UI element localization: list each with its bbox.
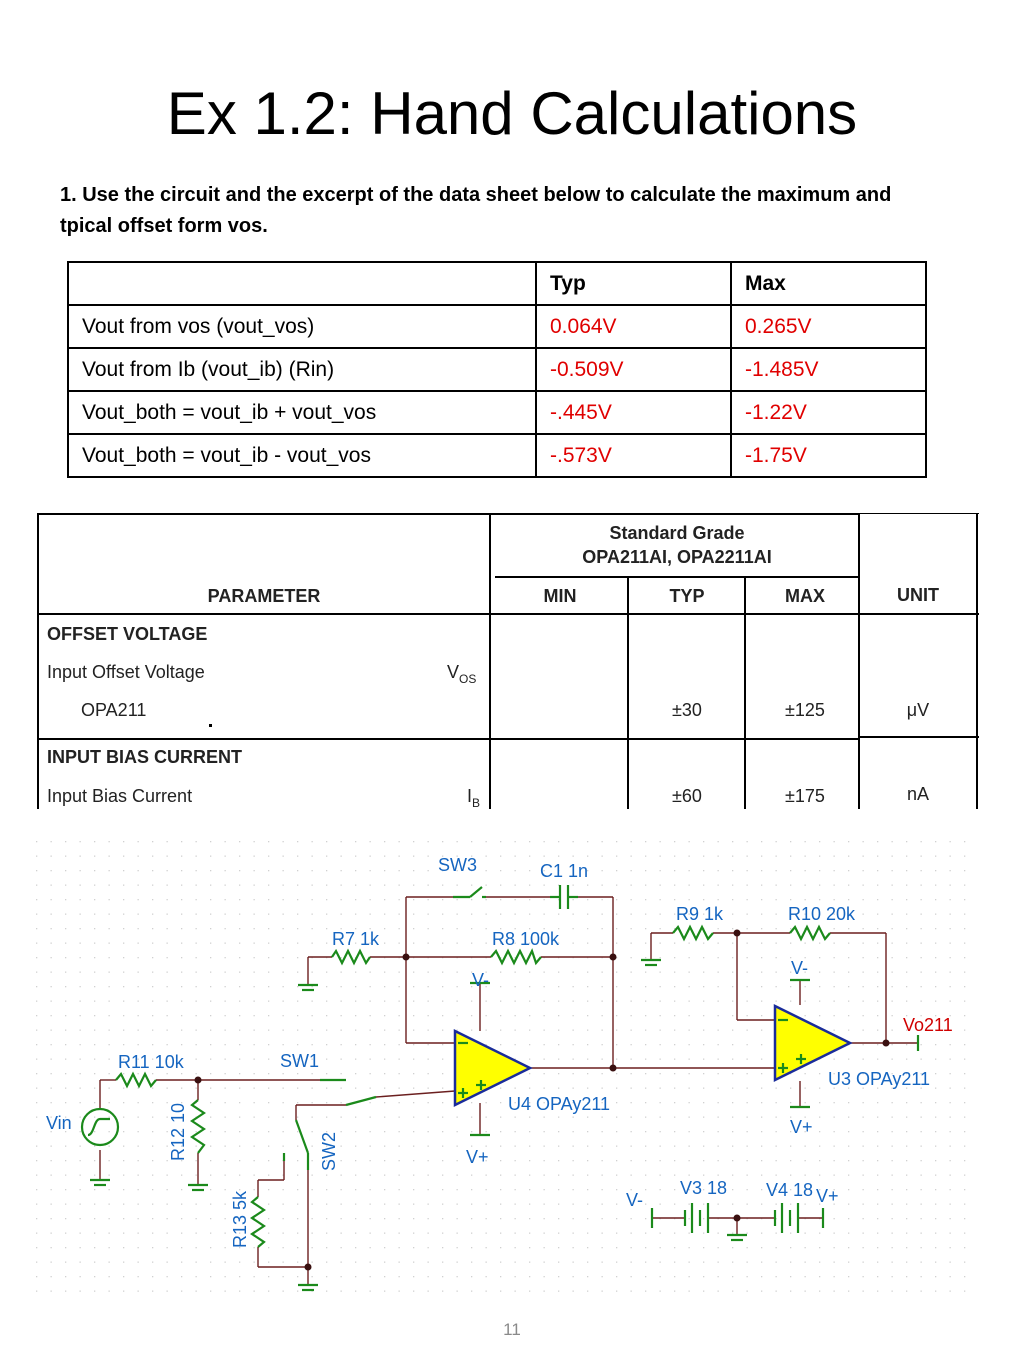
ib-typ: ±60 — [672, 786, 702, 806]
c1-label: C1 1n — [540, 861, 589, 881]
u3-label: U3 OPAy211 — [828, 1069, 931, 1089]
r11-label: R11 10k — [118, 1052, 184, 1072]
vos-symbol: $V_{OS}$ — [447, 662, 477, 686]
row-max: -1.75V — [731, 434, 926, 477]
row-max: 0.265V — [731, 305, 926, 348]
grade-line-1: Standard Grade — [609, 523, 745, 543]
vin-label: Vin — [46, 1113, 72, 1133]
section-offset-voltage: OFFSET VOLTAGE — [47, 624, 208, 644]
section-input-bias-current: INPUT BIAS CURRENT — [47, 747, 243, 767]
u4-label: U4 OPAy211 — [508, 1094, 611, 1114]
col-parameter: PARAMETER — [207, 586, 321, 606]
r7-label: R7 1k — [332, 929, 380, 949]
row-typ: -0.509V — [536, 348, 731, 391]
row-label: Vout_both = vout_ib - vout_vos — [68, 434, 536, 477]
vos-max: ±125 — [785, 700, 825, 720]
header-blank — [68, 262, 536, 305]
datasheet-excerpt — [37, 513, 979, 809]
col-max: MAX — [785, 586, 825, 606]
vminus-battery-label: V- — [626, 1190, 644, 1210]
sw1-label: SW1 — [280, 1051, 320, 1071]
row-label: Vout_both = vout_ib + vout_vos — [68, 391, 536, 434]
r9-label: R9 1k — [676, 904, 724, 924]
v3-label: V3 18 — [680, 1178, 728, 1198]
ib-symbol: $I_B$ — [467, 786, 481, 809]
grade-line-2: OPA211AI, OPA2211AI — [582, 547, 772, 567]
r10-label: R10 20k — [788, 904, 856, 924]
row-typ: -.573V — [536, 434, 731, 477]
vminus-u4-label: V- — [472, 970, 490, 990]
page-title: Ex 1.2: Hand Calculations — [166, 80, 858, 147]
bias-label: Input Bias Current — [47, 786, 193, 806]
r13-label: R13 5k — [230, 1190, 250, 1248]
table-row — [68, 434, 926, 477]
col-typ: TYP — [669, 586, 705, 606]
r8-label: R8 100k — [492, 929, 560, 949]
input-offset-label: Input Offset Voltage — [47, 662, 205, 682]
vos-typ: ±30 — [672, 700, 702, 720]
circuit-schematic — [30, 835, 970, 1305]
row-label: Vout from vos (vout_vos) — [68, 305, 536, 348]
table-row — [68, 348, 926, 391]
vminus-u3-label: V- — [791, 958, 809, 978]
header-typ: Typ — [536, 262, 731, 305]
vplus-u3-label: V+ — [790, 1117, 813, 1137]
row-max: -1.22V — [731, 391, 926, 434]
ib-max: ±175 — [785, 786, 825, 806]
row-label: Vout from Ib (vout_ib) (Rin) — [68, 348, 536, 391]
page-number: 11 — [503, 1320, 521, 1339]
vplus-u4-label: V+ — [466, 1147, 489, 1167]
table-row — [68, 391, 926, 434]
opa211-label: OPA211 — [81, 700, 147, 720]
row-typ: -.445V — [536, 391, 731, 434]
col-min: MIN — [543, 586, 577, 606]
ib-unit: nA — [906, 784, 930, 804]
table-header-row — [68, 262, 926, 305]
table-row — [68, 305, 926, 348]
vos-unit: μV — [906, 700, 930, 720]
question-text: 1. Use the circuit and the excerpt of the data sheet below to calculate the maximum and tpical offset form vos. — [60, 184, 892, 237]
header-max: Max — [731, 262, 926, 305]
row-typ: 0.064V — [536, 305, 731, 348]
r12-label: R12 10 — [168, 1102, 188, 1161]
vo211-label: Vo211 — [903, 1015, 953, 1035]
col-unit: UNIT — [897, 585, 939, 605]
vplus-battery-label: V+ — [816, 1186, 839, 1206]
row-max: -1.485V — [731, 348, 926, 391]
sw2-label: SW2 — [319, 1131, 339, 1171]
calculation-table — [67, 261, 927, 478]
sw3-label: SW3 — [438, 855, 478, 875]
v4-label: V4 18 — [766, 1180, 814, 1200]
